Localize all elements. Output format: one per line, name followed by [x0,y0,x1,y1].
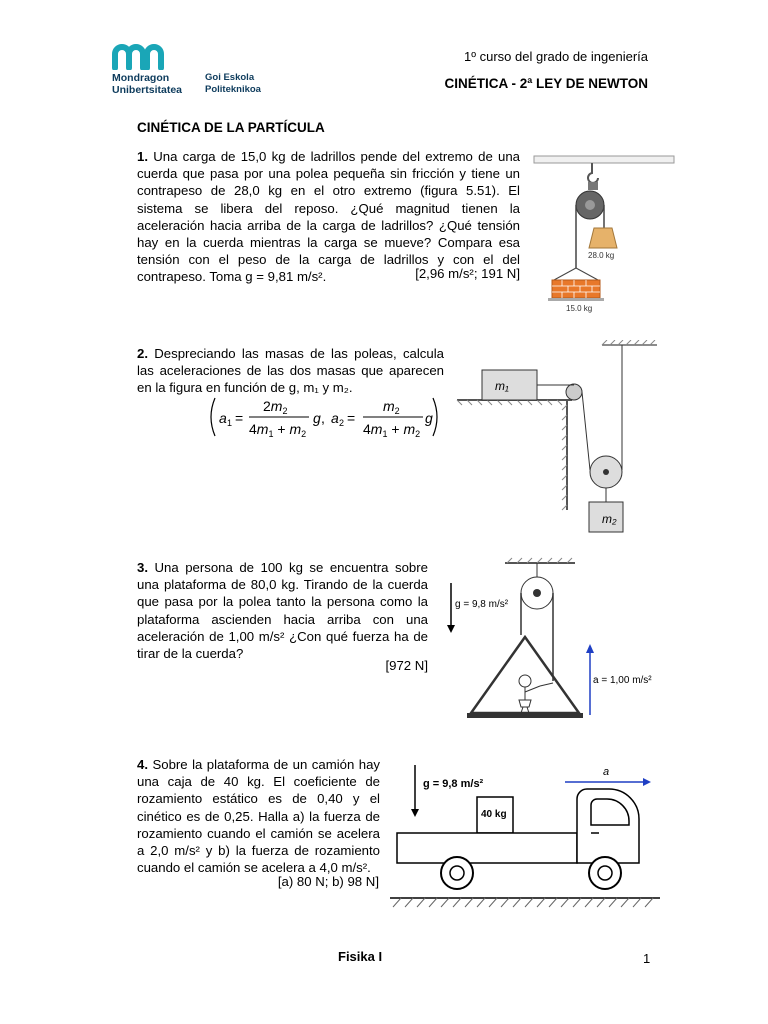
svg-text:2m2: $2m_2$ [263,398,288,416]
person-platform-figure [445,555,665,725]
pulley-brick-figure [532,150,682,320]
logo-mark-icon [112,44,172,70]
counterweight-label: 28.0 kg [588,251,615,260]
svg-text:a: a [219,410,227,426]
institution-logo [112,44,272,104]
svg-text:2: 2 [339,418,345,428]
problem-2-statement: Despreciando las masas de las poleas, calcula las aceleraciones de las dos masas que aparecen en la figura en función de g, m₁ y m₂. [137,346,444,396]
problem-4-number: 4. [137,757,148,772]
problem-4-a-label: a [603,766,610,778]
problem-3-statement: Una persona de 100 kg se encuentra sobre una plataforma de 80,0 kg. Tirando de la cuerda que pasa por la polea tanto la persona como la plataforma ascienden hacia arriba con una aceleración de 1,00 m/s² ¿Con qué fuerza ha de tirar de la cuerda? [137,560,428,662]
page-number: 1 [643,951,651,966]
problem-1-answer: [2,96 m/s²; 191 N] [415,266,520,281]
course-label: 1º curso del grado de ingeniería [464,49,648,64]
problem-2-number: 2. [137,346,148,361]
problem-3-g-label: g = 9,8 m/s² [455,599,509,610]
box-label: 40 kg [481,809,507,820]
svg-text:g: g [313,410,321,426]
topic-title: CINÉTICA - 2ª LEY DE NEWTON [444,76,648,91]
problem-4-answer: [a) 80 N; b) 98 N] [277,874,379,889]
problem-1-number: 1. [137,149,148,164]
problem-4-text [137,756,380,876]
svg-text:m2: $m_2$ [383,398,400,416]
two-mass-pulley-figure [452,340,662,540]
problem-3-text [137,559,428,662]
truck-box-figure [385,755,665,915]
problem-1-text [137,148,520,286]
logo-sub1: Goi Eskola [205,72,255,83]
svg-text:,: , [321,410,325,426]
problem-4-g-label: g = 9,8 m/s² [423,778,484,790]
logo-line2: Unibertsitatea [112,84,183,96]
logo-line1: Mondragon [112,72,170,84]
svg-text:4m1 + m2: $4m_1 + m_2$ [249,421,307,439]
problem-2-formula [205,394,445,440]
logo-sub2: Politeknikoa [205,84,261,95]
brick-label: 15.0 kg [566,304,593,313]
problem-3-a-label: a = 1,00 m/s² [593,675,652,686]
svg-text:1: 1 [227,418,233,428]
footer-subject: Fisika I [338,949,383,964]
problem-1-statement: Una carga de 15,0 kg de ladrillos pende del extremo de una cuerda que pasa por una polea pequeña sin fricción y tiene un contrapeso de 28,0 kg en el otro extremo (figura 5.51). El sistema se libera del reposo. ¿Qué magnitud tienen la aceleración hacia arriba de la carga de ladrillos? ¿Qué tensión hay en la cuerda mientras la carga se mueve? Compara esa tensión con el peso de la carga de ladrillos y con el del contrapeso. Toma g = 9,81 m/s². [137,149,520,285]
svg-text:=: = [347,410,356,426]
m2-label: m₂ [602,512,617,526]
svg-text:=: = [235,410,244,426]
svg-text:a: a [331,410,339,426]
svg-text:g: g [425,410,433,426]
svg-text:4m1 + m2: $4m_1 + m_2$ [363,421,421,439]
section-title: CINÉTICA DE LA PARTÍCULA [137,120,325,135]
problem-4-statement: Sobre la plataforma de un camión hay una caja de 40 kg. El coeficiente de rozamiento estático es de 0,40 y el cinético es de 0,25. Halla a) la fuerza de rozamiento cuando el camión se acelera a 2,0 m/s² y b) la fuerza de rozamiento cuando el camión se acelera a 4,0 m/s². [137,757,380,876]
problem-2-text [137,345,444,397]
m1-label: m₁ [495,379,509,393]
problem-3-number: 3. [137,560,148,575]
problem-3-answer: [972 N] [385,658,428,673]
